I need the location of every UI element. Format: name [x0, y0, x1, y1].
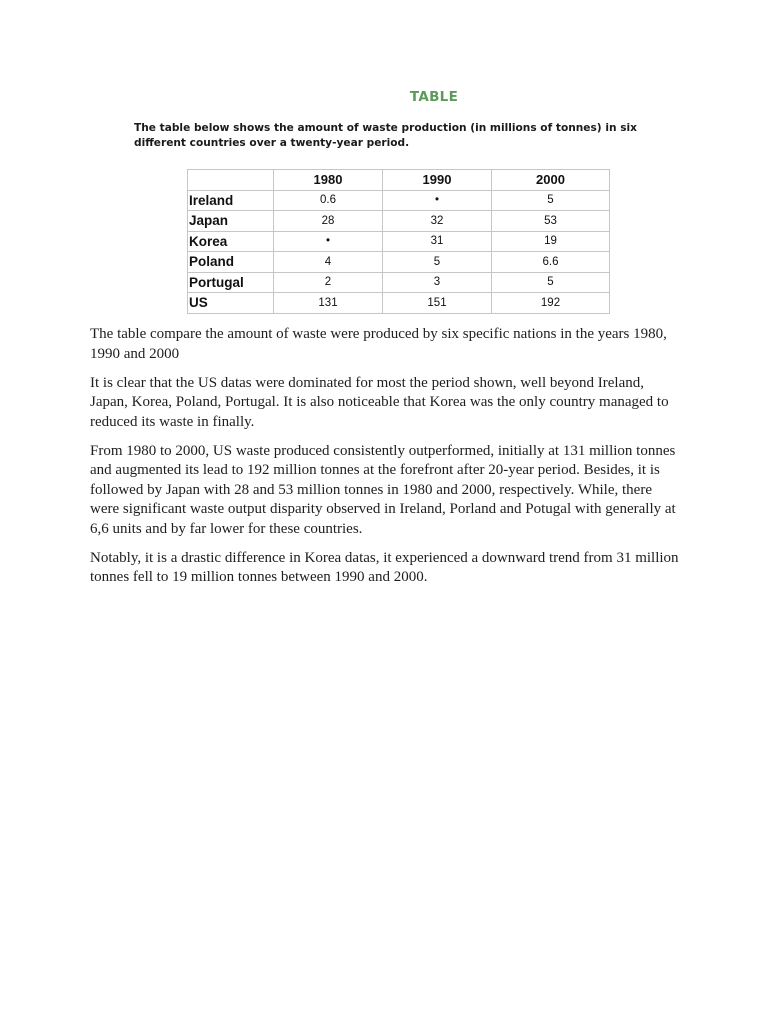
section-heading: TABLE [409, 89, 459, 105]
country-cell: Korea [188, 231, 274, 252]
value-cell: 28 [274, 211, 383, 232]
value-cell: 2 [274, 272, 383, 293]
country-cell: US [188, 293, 274, 314]
value-cell: 32 [383, 211, 492, 232]
value-cell: • [383, 190, 492, 211]
country-cell: Ireland [188, 190, 274, 211]
value-cell: 192 [492, 293, 610, 314]
country-cell: Portugal [188, 272, 274, 293]
value-cell: 131 [274, 293, 383, 314]
table-row [188, 252, 610, 273]
value-cell: 4 [274, 252, 383, 273]
value-cell: 6.6 [492, 252, 610, 273]
value-cell: 19 [492, 231, 610, 252]
table-row [188, 190, 610, 211]
essay-body [90, 325, 680, 597]
waste-table [187, 169, 610, 314]
header-cell-2000: 2000 [492, 170, 610, 191]
task-prompt: The table below shows the amount of waste production (in millions of tonnes) in six different countries over a twenty-year period. [134, 122, 637, 149]
body-paragraph: Notably, it is a drastic difference in Korea datas, it experienced a downward trend from 31 million tonnes fell to 19 million tonnes between 1990 and 2000. [90, 549, 679, 585]
table-figure [134, 121, 674, 311]
table-row [188, 211, 610, 232]
table-row [188, 293, 610, 314]
intro-paragraph: The table compare the amount of waste were produced by six specific nations in the years 1980, 1990 and 2000 [90, 326, 667, 362]
table-header-row [188, 170, 610, 191]
value-cell: 5 [492, 190, 610, 211]
table-row [188, 272, 610, 293]
value-cell: 5 [383, 252, 492, 273]
value-cell: • [274, 231, 383, 252]
overview-paragraph: It is clear that the US datas were dominated for most the period shown, well beyond Ireland, Japan, Korea, Poland, Portugal. It is also noticeable that Korea was the only country managed to reduced its waste in finally. [90, 374, 669, 430]
value-cell: 151 [383, 293, 492, 314]
value-cell: 53 [492, 211, 610, 232]
country-cell: Poland [188, 252, 274, 273]
header-cell-1980: 1980 [274, 170, 383, 191]
body-paragraph: From 1980 to 2000, US waste produced consistently outperformed, initially at 131 million tonnes and augmented its lead to 192 million tonnes at the forefront after 20-year period. Besides, it is followed by Japan with 28 and 53 million tonnes in 1980 and 2000, respectively. While, there were significant waste output disparity observed in Ireland, Porland and Potugal with generally at 6,6 units and by far lower for these countries. [90, 442, 676, 537]
value-cell: 0.6 [274, 190, 383, 211]
value-cell: 31 [383, 231, 492, 252]
value-cell: 3 [383, 272, 492, 293]
table-row [188, 231, 610, 252]
country-cell: Japan [188, 211, 274, 232]
header-cell-empty [188, 170, 274, 191]
value-cell: 5 [492, 272, 610, 293]
header-cell-1990: 1990 [383, 170, 492, 191]
